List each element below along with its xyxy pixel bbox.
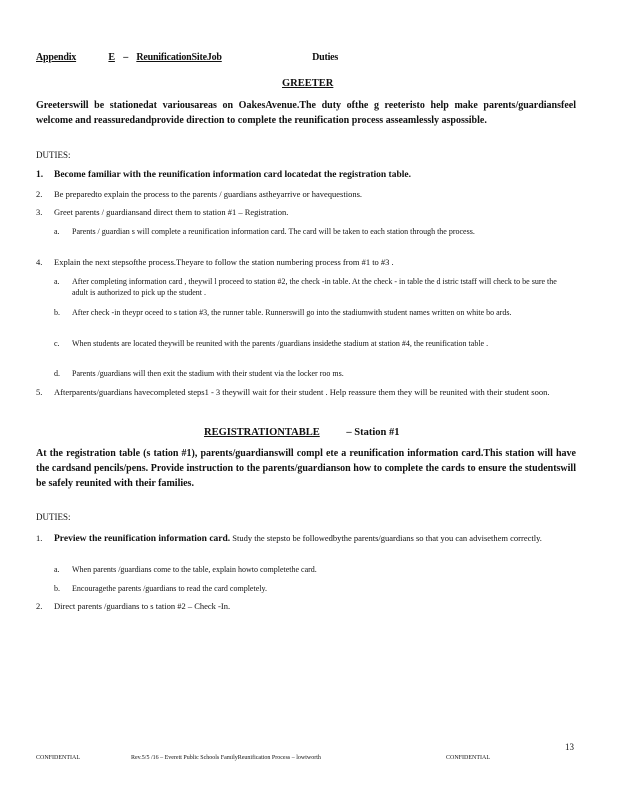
greeter-item-4a: a. After completing information card , theywil l proceed to station #2, the check -in table. At the check - in table the d istric tstaff will check to be sure the adult is authorized to pick up the student . — [54, 277, 557, 297]
greeter-item-4: 4. Explain the next stepsofthe process.Theyare to follow the station numbering process from #1 to #3 . — [36, 257, 394, 267]
footer-right: CONFIDENTIAL — [446, 755, 490, 761]
registration-item-1a: a. When parents /guardians come to the table, explain howto completethe card. — [54, 565, 317, 574]
greeter-item-1: 1. Become familiar with the reunification information card locatedat the registration table. — [36, 170, 411, 180]
registration-intro: At the registration table (s tation #1), parents/guardianswill compl ete a reunification information card.This station will have the cardsand pencils/pens. Provide instruction to the parents/guardianson how to complete the cards to ensure the studentswill be safely reunited with their families. — [36, 448, 576, 489]
appendix-letter: E — [108, 52, 115, 63]
greeter-title: GREETER — [282, 78, 334, 89]
registration-item-1: 1. Preview the reunification information card. Study the stepsto be followedbythe parents/guardians so that you can advisethem correctly. — [36, 533, 542, 544]
greeter-duties-label: DUTIES: — [36, 150, 71, 160]
registration-item-1b: b. Encouragethe parents /guardians to read the card completely. — [54, 584, 267, 593]
appendix-dash: – — [123, 52, 129, 63]
appendix-duties: Duties — [312, 52, 339, 63]
greeter-item-4d: d. Parents /guardians will then exit the stadium with their student via the locker roo ms. — [54, 369, 344, 378]
registration-item-2: 2. Direct parents /guardians to s tation #2 – Check -In. — [36, 601, 231, 611]
greeter-item-4b: b. After check -in theypr oceed to s tation #3, the runner table. Runnerswill go into the stadiumwith student names written on white bo ards. — [54, 308, 512, 317]
greeter-item-3: 3. Greet parents / guardiansand direct them to station #1 – Registration. — [36, 207, 289, 217]
footer-left: CONFIDENTIAL — [36, 755, 80, 761]
appendix-title: ReunificationSiteJob — [136, 52, 222, 63]
registration-title: REGISTRATIONTABLE – Station #1 — [204, 427, 400, 438]
greeter-item-4c: c. When students are located theywill be reunited with the parents /guardians insidethe stadium at station #4, the reunification table . — [54, 339, 489, 348]
appendix-heading — [36, 52, 338, 63]
greeter-item-2: 2. Be preparedto explain the process to the parents / guardians astheyarrive or havequestions. — [36, 189, 363, 199]
greeter-item-5: 5. Afterparents/guardians havecompleted steps1 - 3 theywill wait for their student . Help reassure them they will be reunited with their student soon. — [36, 387, 550, 397]
appendix-label: Appendix — [36, 52, 77, 63]
greeter-item-3a: a. Parents / guardian s will complete a reunification information card. The card will be taken to each station through the process. — [54, 227, 475, 236]
footer-mid: Rev.5/5 /16 – Everett Public Schools FamilyReunification Process – lowtworth — [131, 755, 321, 761]
registration-duties-label: DUTIES: — [36, 512, 71, 522]
page-number: 13 — [565, 742, 574, 752]
greeter-intro: Greeterswill be stationedat variousareas on OakesAvenue.The duty ofthe g reeteristo help make parents/guardiansfeel welcome and reassuredandprovide direction to complete the reunification process asseamlessly aspossible. — [36, 100, 576, 126]
